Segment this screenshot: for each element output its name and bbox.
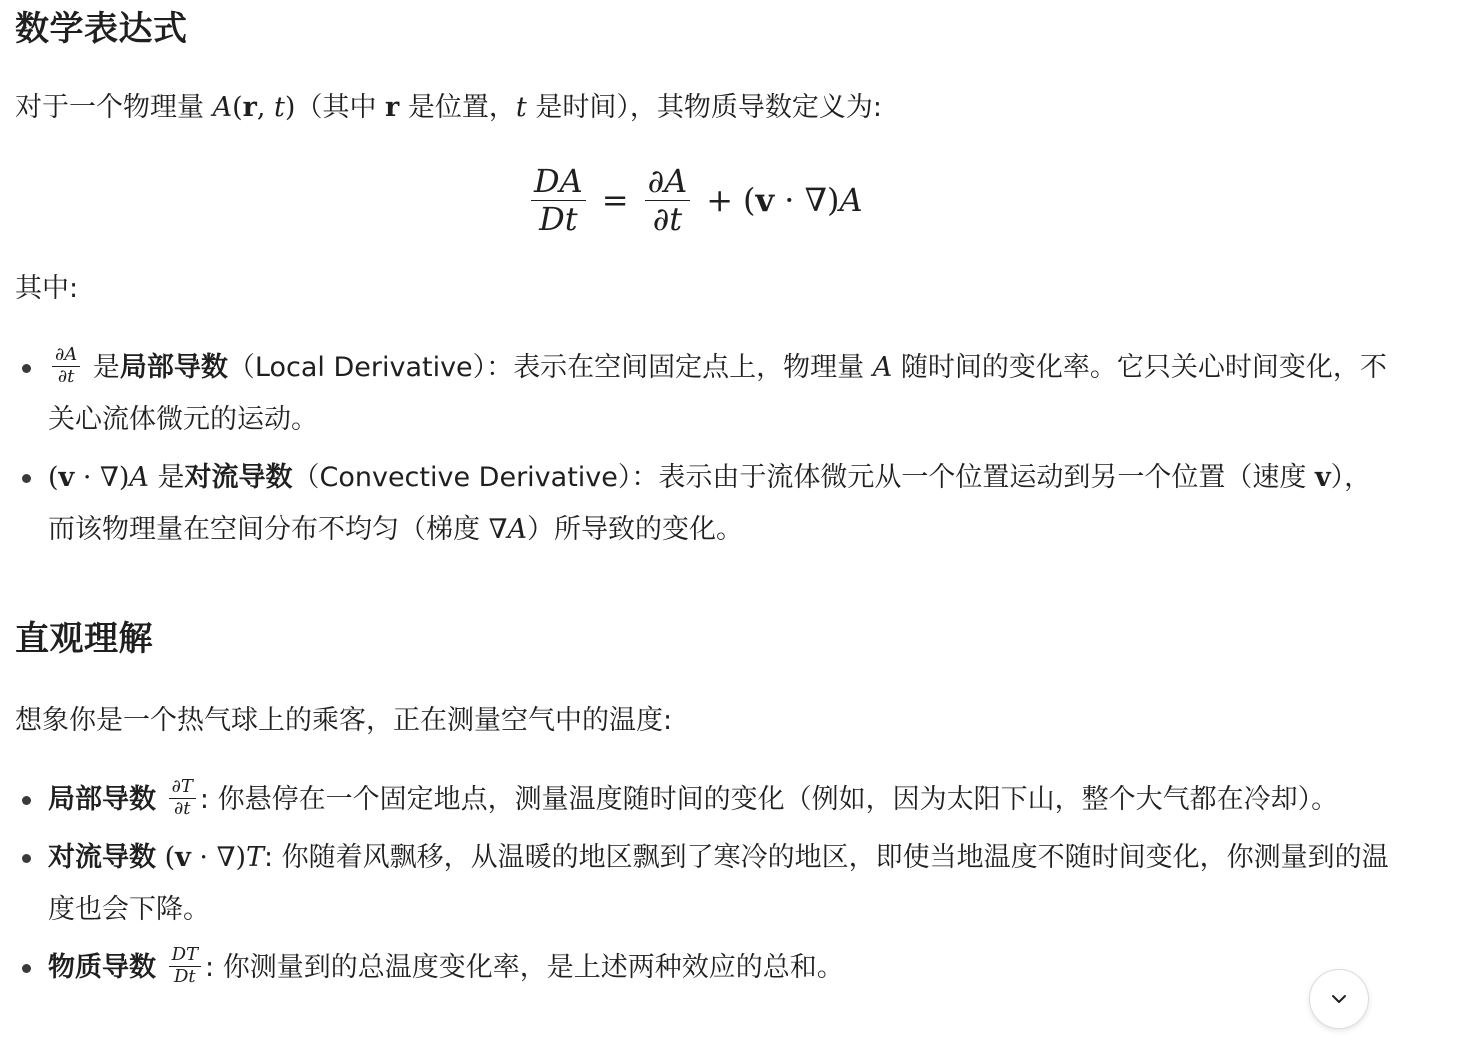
item-text: : 你随着风飘移，从温暖的地区飘到了寒冷的地区，即使当地温度不随时间变化，你测量到的温度也会下降。: [48, 842, 1389, 925]
def-text-c: ）所导致的变化。: [526, 514, 743, 545]
item-term: 局部导数: [48, 784, 156, 815]
math-convective-term: (v · ∇)A: [48, 462, 149, 493]
item-term: 对流导数: [48, 842, 156, 873]
def-text-b: 随时间的变化率。它只关心时间变化，不关心流体微元的运动。: [48, 352, 1387, 435]
where-label: 其中:: [15, 273, 79, 304]
intro-text-3: 是位置，: [399, 92, 516, 123]
math-A: A: [872, 352, 893, 383]
section-heading-math: 数学表达式: [15, 9, 188, 49]
intro-text-4: 是时间），其物质导数定义为:: [526, 92, 882, 123]
def-pre: 是: [148, 462, 185, 493]
intro-text-1: 对于一个物理量: [15, 92, 213, 123]
intro-paragraph: [15, 90, 882, 125]
def-english: （Local Derivative）：: [227, 352, 514, 383]
item-text: : 你悬停在一个固定地点，测量温度随时间的变化（例如，因为太阳下山，整个大气都在冷却）。: [199, 784, 1339, 815]
math-t: t: [515, 92, 527, 123]
list-item: [15, 832, 1395, 936]
fraction-DA-Dt: $\frac{DA}{Dt}$: [531, 163, 586, 238]
def-text-a: 表示由于流体微元从一个位置运动到另一个位置（速度: [658, 462, 1315, 493]
def-term: 局部导数: [119, 352, 228, 383]
bullet-dot: [22, 364, 31, 373]
definitions-list: [15, 342, 1395, 556]
list-item: [15, 452, 1395, 556]
fraction-DT-Dt: $\frac{DT}{Dt}$: [169, 945, 201, 987]
convective-term: (v · ∇)A: [743, 181, 863, 219]
fraction-partialA-partialt: $\frac{\partial A}{\partial t}$: [645, 163, 691, 238]
item-text: : 你测量到的总温度变化率，是上述两种效应的总和。: [205, 952, 844, 983]
math-gradient-A: ∇A: [488, 514, 527, 545]
list-item: [15, 774, 1395, 826]
def-text-b: ），而该物理量在空间分布不均匀（梯度: [48, 462, 1372, 545]
material-derivative-equation: $\frac{DA}{Dt}$ = $\frac{\partial A}{\partial t}$ + (v · ∇)A: [525, 155, 863, 245]
fraction-partialA-partialt-inline: $\frac{\partial A}{\partial t}$: [52, 345, 80, 387]
list-item: [15, 942, 1395, 994]
bullet-dot: [22, 796, 31, 805]
item-term: 物质导数: [48, 952, 156, 983]
bullet-dot: [22, 474, 31, 483]
fraction-partialT-partialt: $\frac{\partial T}{\partial t}$: [169, 777, 196, 819]
bullet-dot: [22, 964, 31, 973]
bullet-dot: [22, 854, 31, 863]
intuition-list: [15, 774, 1395, 994]
intro-text-2: （其中: [295, 92, 386, 123]
section-heading-intuitive: 直观理解: [15, 619, 153, 659]
def-english: （Convective Derivative）：: [292, 462, 659, 493]
math-convective-term-T: (v · ∇)T: [164, 842, 264, 873]
chevron-down-icon: [1329, 989, 1349, 1009]
list-item: [15, 342, 1395, 446]
def-pre: 是: [84, 352, 120, 383]
math-v: v: [1314, 462, 1331, 493]
def-term: 对流导数: [184, 462, 293, 493]
math-A-of-r-t: A(r, t): [212, 92, 296, 123]
scenario-paragraph: 想象你是一个热气球上的乘客，正在测量空气中的温度:: [15, 705, 673, 736]
def-text-a: 表示在空间固定点上，物理量: [513, 352, 873, 383]
scroll-down-button[interactable]: [1309, 969, 1369, 1029]
math-r: r: [385, 92, 400, 123]
